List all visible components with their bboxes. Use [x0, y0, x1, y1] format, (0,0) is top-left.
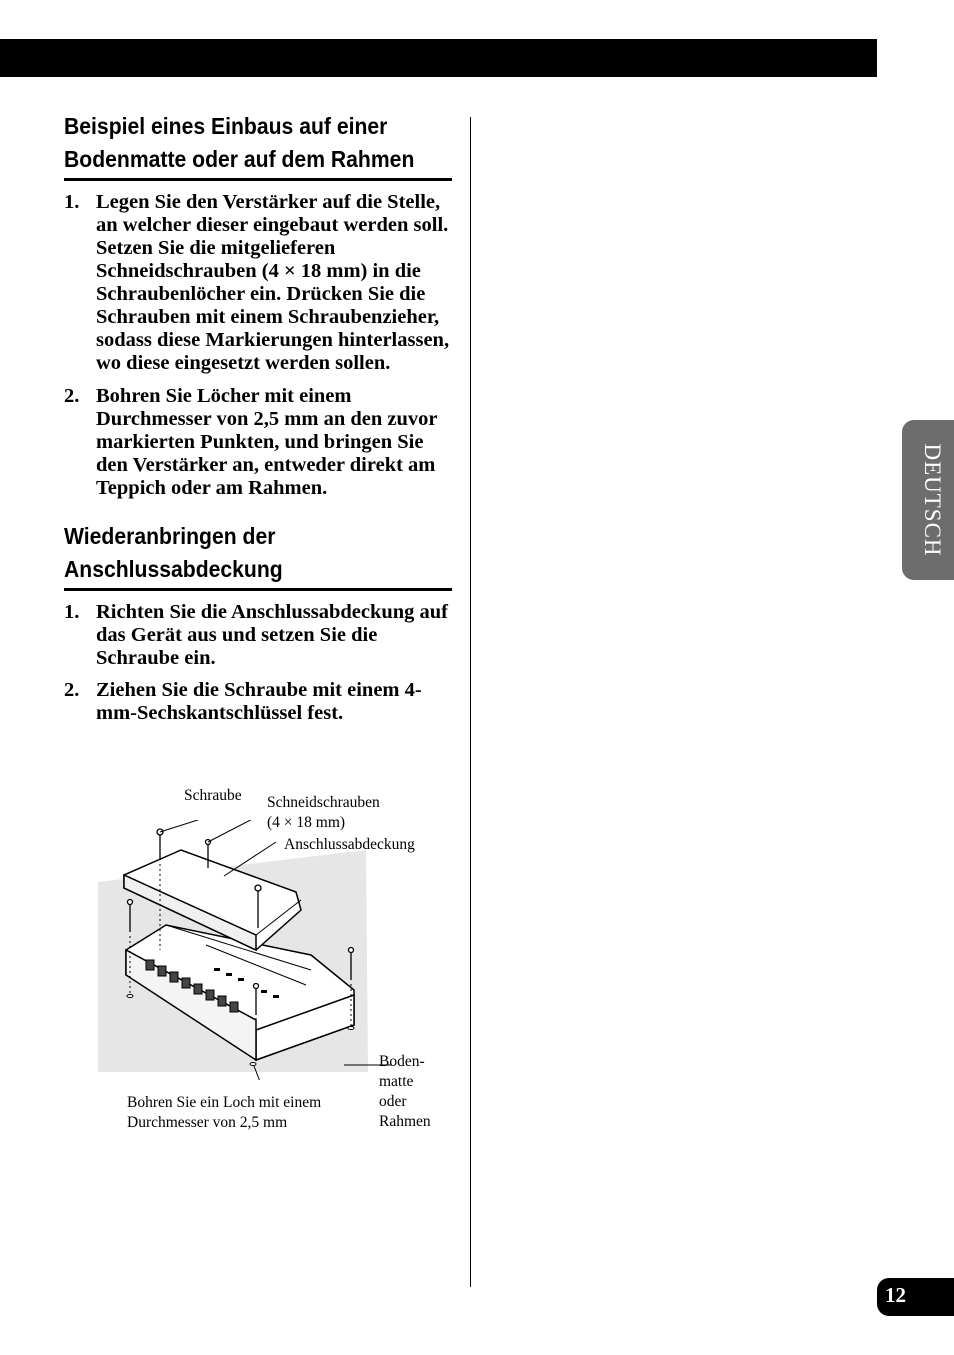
heading-line: Beispiel eines Einbaus auf einer: [64, 113, 388, 139]
language-tab-label: DEUTSCH: [920, 443, 945, 557]
list-item: [64, 679, 452, 725]
callout-line: oder: [379, 1093, 407, 1110]
step-text: Ziehen Sie die Schraube mit einem 4-mm-Sechskantschlüssel fest.: [96, 679, 422, 724]
callout-screw: Schraube: [184, 787, 242, 804]
cover-steps: [64, 601, 452, 725]
step-number: 2.: [64, 385, 80, 407]
heading-line: Wiederanbringen der: [64, 523, 276, 549]
heading-line: Anschlussabdeckung: [64, 556, 283, 582]
step-number: 1.: [64, 601, 80, 623]
callout-line: Boden-: [379, 1053, 425, 1070]
step-number: 2.: [64, 679, 80, 701]
callout-line: Schneidschrauben: [267, 794, 380, 811]
callout-line: Rahmen: [379, 1113, 431, 1130]
heading-line: Bodenmatte oder auf dem Rahmen: [64, 146, 415, 172]
header-bar: [0, 39, 877, 77]
callout-tapping-screws: [267, 793, 380, 833]
callout-cover: Anschlussabdeckung: [284, 836, 415, 853]
callout-drill: [127, 1093, 321, 1133]
heading-text: [64, 110, 450, 176]
callout-line: Bohren Sie ein Loch mit einem: [127, 1094, 322, 1111]
left-column: [64, 110, 452, 725]
callout-line: Durchmesser von 2,5 mm: [127, 1114, 288, 1131]
amplifier-installation-illustration: [96, 820, 396, 1080]
installation-steps: [64, 191, 452, 500]
step-text: Bohren Sie Löcher mit einem Durchmesser von 2,5 mm an den zuvor markierten Punkten, und bringen Sie den Verstärker an, entweder direkt am Teppich oder am Rahmen.: [96, 385, 438, 499]
language-tab: [902, 420, 954, 580]
page-number: 12: [885, 1283, 906, 1307]
step-text: Legen Sie den Verstärker auf die Stelle, an welcher dieser eingebaut werden soll. Setzen Sie die mitgelieferen Schneidschrauben (4 × 18 mm) in die Schraubenlöcher ein. Drücken Sie die Schrauben mit einem Schraubenzieher, sodass diese Markierungen hinterlassen, wo diese eingesetzt werden sollen.: [96, 191, 450, 374]
callout-floor: [379, 1052, 431, 1132]
list-item: [64, 191, 452, 375]
callout-line: (4 × 18 mm): [267, 814, 346, 831]
section-heading-installation: [64, 110, 452, 181]
section-heading-cover: [64, 520, 452, 591]
callout-line: matte: [379, 1073, 414, 1090]
step-text: Richten Sie die Anschlussabdeckung auf das Gerät aus und setzen Sie die Schraube ein.: [96, 601, 449, 669]
step-number: 1.: [64, 191, 80, 213]
column-divider: [470, 117, 471, 1287]
list-item: [64, 385, 452, 500]
page-number-badge: [877, 1278, 954, 1316]
list-item: [64, 601, 452, 670]
heading-text: [64, 520, 450, 586]
